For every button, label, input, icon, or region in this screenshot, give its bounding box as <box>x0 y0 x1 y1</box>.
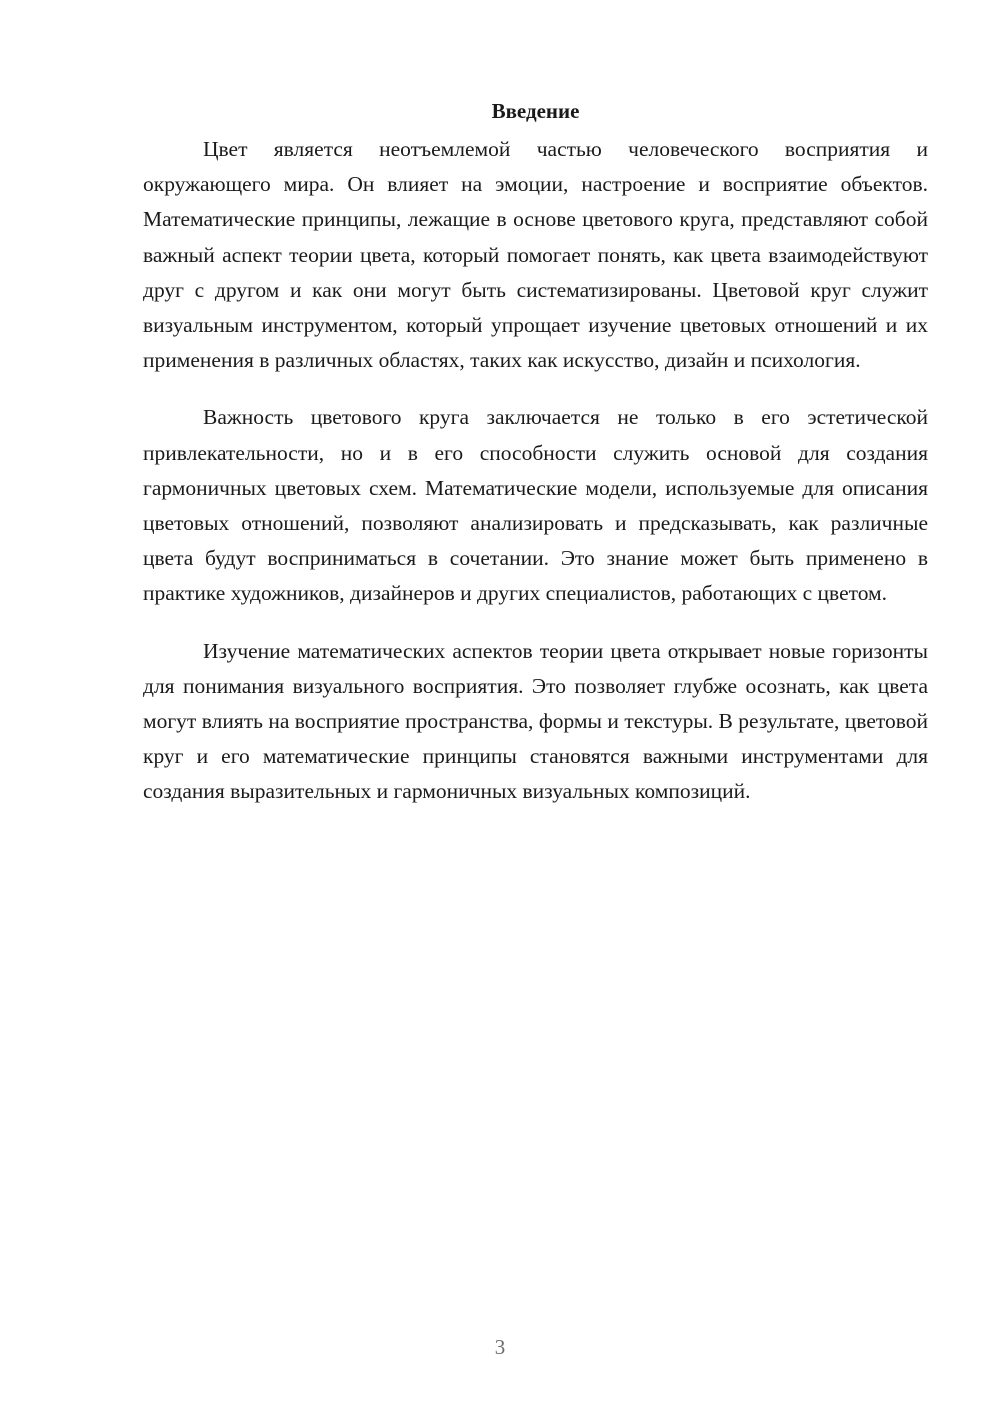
paragraph-1: Цвет является неотъемлемой частью человеческого восприятия и окружающего мира. Он влияет на эмоции, настроение и восприятие объектов. Математические принципы, лежащие в основе цветового круга, представляют собой важный аспект теории цвета, который помогает понять, как цвета взаимодействуют друг с другом и как они могут быть систематизированы. Цветовой круг служит визуальным инструментом, который упрощает изучение цветовых отношений и их применения в различных областях, таких как искусство, дизайн и психология. <box>143 137 928 373</box>
paragraph-2: Важность цветового круга заключается не только в его эстетической привлекательности, но и в его способности служить основой для создания гармоничных цветовых схем. Математические модели, используемые для описания цветовых отношений, позволяют анализировать и предсказывать, как различные цвета будут восприниматься в сочетании. Это знание может быть применено в практике художников, дизайнеров и других специалистов, работающих с цветом. <box>143 405 928 606</box>
section-heading: Введение <box>491 99 580 123</box>
paragraph-3: Изучение математических аспектов теории цвета открывает новые горизонты для понимания визуального восприятия. Это позволяет глубже осознать, как цвета могут влиять на восприятие пространства, формы и текстуры. В результате, цветовой круг и его математические принципы становятся важными инструментами для создания выразительных и гармоничных визуальных композиций. <box>143 638 928 804</box>
page-number: 3 <box>494 1335 506 1359</box>
page-content <box>143 96 928 832</box>
